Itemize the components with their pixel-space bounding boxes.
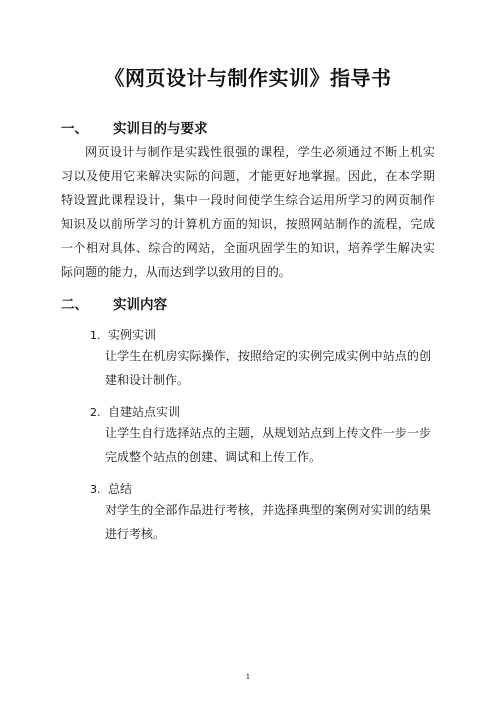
page-number: 1 — [245, 673, 251, 681]
list-item-index: 1. — [90, 329, 101, 342]
section-number: 二、 — [61, 297, 88, 313]
section-title: 实训内容 — [113, 297, 167, 313]
section-heading-content — [61, 293, 167, 313]
list-item-index: 2. — [90, 406, 101, 419]
section-title: 实训目的与要求 — [113, 121, 208, 137]
list-item-label: 总结 — [108, 482, 133, 496]
list-item-label: 自建站点实训 — [108, 405, 181, 419]
list-item-body-summary: 对学生的全部作品进行考核，并选择典型的案例对实训的结果进行考核。 — [105, 503, 431, 541]
list-item-body-self-built: 让学生自行选择站点的主题，从规划站点到上传文件一步一步完成整个站点的创建、调试和上传工作。 — [105, 426, 431, 464]
section-paragraph-purpose: 网页设计与制作是实践性很强的课程，学生必须通过不断上机实习以及使用它来解决实际的问题，才能更好地掌握。因此，在本学期特设置此课程设计，集中一段时间使学生综合运用所学习的网页制作知识及以前所学习的计算机方面的知识，按照网站制作的流程，完成一个相对具体、综合的网站，全面巩固学生的知识，培养学生解决实际问题的能力，从而达到学以致用的目的。 — [61, 145, 435, 279]
list-item-body-example: 让学生在机房实际操作，按照给定的实例完成实例中站点的创建和设计制作。 — [105, 349, 431, 387]
document-title: 《网页设计与制作实训》指导书 — [104, 66, 392, 90]
list-item-title-self-built — [90, 403, 180, 420]
list-item-label: 实例实训 — [108, 328, 157, 342]
list-item-title-summary — [90, 480, 132, 497]
section-number: 一、 — [61, 121, 88, 137]
list-item-title-example — [90, 326, 156, 343]
section-heading-purpose — [61, 117, 208, 137]
list-item-index: 3. — [90, 483, 101, 496]
